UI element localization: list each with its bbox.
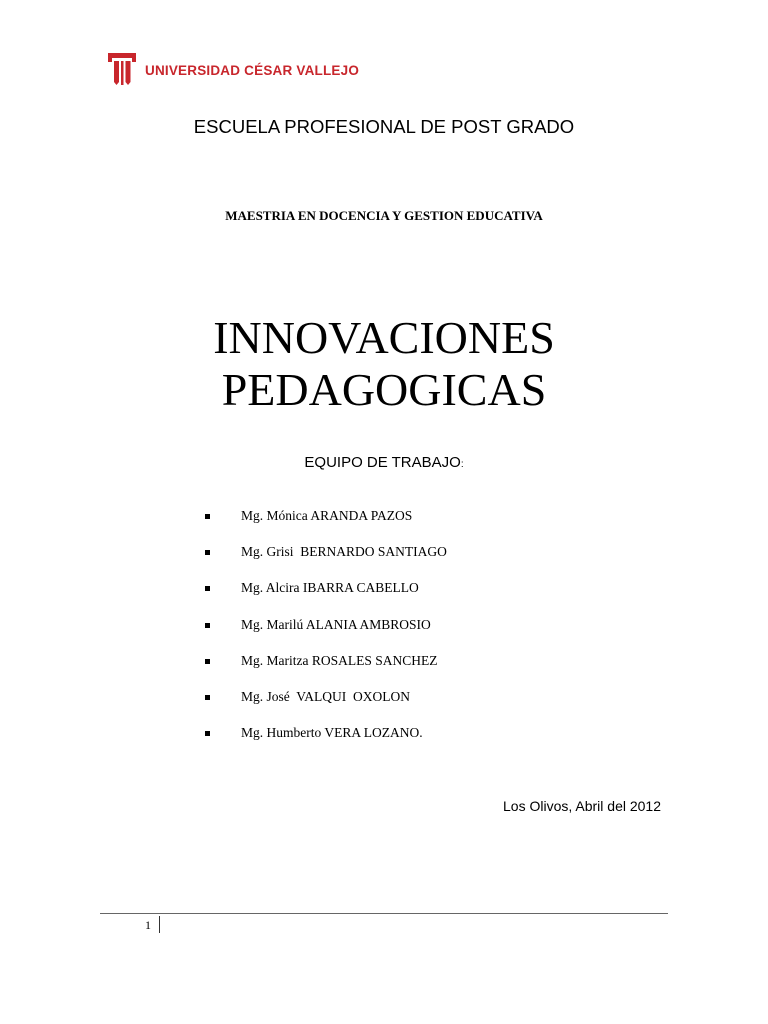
- title-line-2: PEDAGOGICAS: [221, 364, 547, 415]
- member-name: Mg. Alcira IBARRA CABELLO: [241, 580, 419, 596]
- bullet-icon: [205, 623, 210, 628]
- bullet-icon: [205, 695, 210, 700]
- list-item: [0, 653, 768, 689]
- list-item: [0, 689, 768, 725]
- list-item: [0, 544, 768, 580]
- bullet-icon: [205, 731, 210, 736]
- university-emblem-icon: [107, 52, 137, 86]
- bullet-icon: [205, 659, 210, 664]
- university-name: UNIVERSIDAD CÉSAR VALLEJO: [145, 62, 360, 78]
- member-name: Mg. Grisi BERNARDO SANTIAGO: [241, 544, 447, 560]
- university-logo: [107, 52, 359, 86]
- page-number: 1: [145, 918, 151, 932]
- footer-divider: [100, 913, 668, 914]
- list-item: [0, 617, 768, 653]
- list-item: [0, 580, 768, 616]
- team-heading: [0, 454, 768, 471]
- document-title: [0, 312, 768, 416]
- bullet-icon: [205, 550, 210, 555]
- program-name: MAESTRIA EN DOCENCIA Y GESTION EDUCATIVA: [225, 208, 543, 223]
- team-member-list: [0, 508, 768, 761]
- page-number-separator: [159, 916, 160, 933]
- title-line-1: INNOVACIONES: [213, 312, 555, 363]
- team-heading-colon: :: [460, 459, 464, 470]
- list-item: [0, 725, 768, 761]
- team-heading-label: EQUIPO DE TRABAJO: [304, 454, 461, 471]
- school-name: ESCUELA PROFESIONAL DE POST GRADO: [193, 116, 575, 137]
- member-name: Mg. Humberto VERA LOZANO.: [241, 725, 423, 741]
- bullet-icon: [205, 586, 210, 591]
- list-item: [0, 508, 768, 544]
- member-name: Mg. José VALQUI OXOLON: [241, 688, 411, 704]
- member-name: Mg. Maritza ROSALES SANCHEZ: [241, 652, 438, 668]
- member-name: Mg. Mónica ARANDA PAZOS: [241, 508, 413, 523]
- bullet-icon: [205, 514, 210, 519]
- place-and-date: Los Olivos, Abril del 2012: [503, 798, 661, 814]
- member-name: Mg. Marilú ALANIA AMBROSIO: [241, 616, 431, 632]
